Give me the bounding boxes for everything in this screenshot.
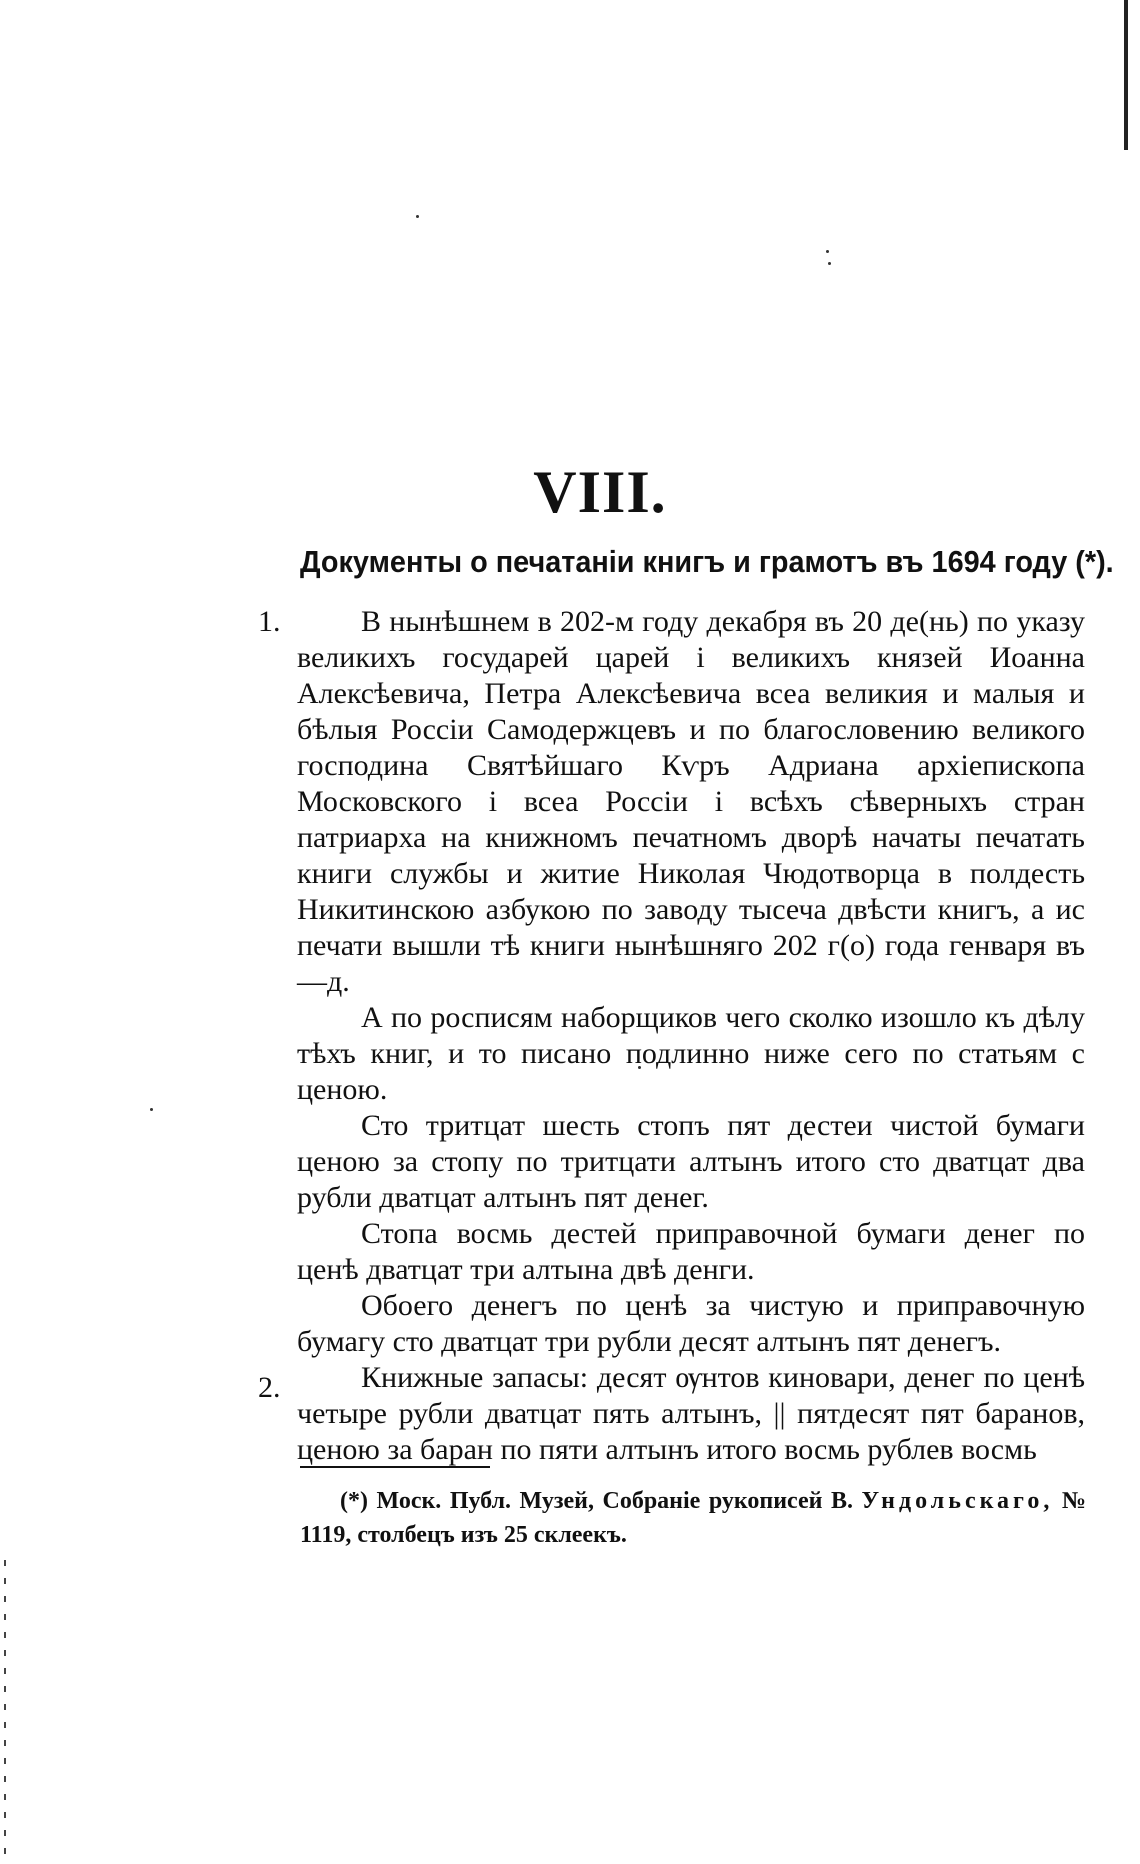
margin-number-2: 2. xyxy=(258,1371,281,1404)
scan-speck xyxy=(416,215,419,218)
footnote-rule xyxy=(300,1466,490,1468)
scan-speck xyxy=(828,262,831,265)
paragraph: Книжные запасы: десят ѹнтов киновари, денег по ценѣ четыре рубли дватцат пять алтынъ, || пятдесят пят баранов, ценою за баран по пяти алтынъ итого восмь рублев восмь xyxy=(297,1361,1085,1466)
paragraph: В нынѣшнем в 202-м году декабря въ 20 де(нь) по указу великихъ государей царей і великихъ князей Иоанна Алексѣевича, Петра Алексѣевича всеа великия и малыя и бѣлыя Россіи Самодержцевъ и по благословению великого господина Святѣйшаго Кѵръ Адриана архіепископа Московского і всеа Россіи і всѣхъ сѣверныхъ стран патриарха на книжномъ печатномъ дворѣ начаты печатать книги службы и житие Николая Чюдотворца в полдесть Никитинскою азбукою по заводу тысеча двѣсти книгъ, а ис печати вышли тѣ книги нынѣшняго 202 г(о) года генваря въ—д. xyxy=(297,605,1085,998)
paragraph: Сто тритцат шесть стопъ пят дестеи чистой бумаги ценою за стопу по тритцати алтынъ итого сто дватцат два рубли дватцат алтынъ пят денег. xyxy=(297,1109,1085,1214)
footnote-reference: № 1119, столбецъ изъ 25 склеекъ. xyxy=(300,1488,1086,1548)
scan-edge-left xyxy=(4,1560,6,1860)
paragraph: Обоего денегъ по ценѣ за чистую и приправочную бумагу сто дватцат три рубли десят алтынъ пят денегъ. xyxy=(297,1289,1085,1358)
chapter-numeral: VIII. xyxy=(533,459,667,525)
body-text xyxy=(297,604,1085,1468)
document-title: Документы о печатаніи книгъ и грамотъ въ 1694 году (*). xyxy=(300,544,1114,579)
paragraph: А по росписям наборщиков чего сколко изошло къ дѣлу тѣхъ книг, и то писано подлинно ниже сего по статьям с ценою. xyxy=(297,1001,1085,1106)
margin-number-1: 1. xyxy=(258,605,281,638)
scan-speck xyxy=(150,1108,153,1111)
footnote-source: (*) Моск. Публ. Музей, Собраніе рукописей В. xyxy=(340,1488,862,1514)
scan-edge-right xyxy=(1124,0,1128,150)
scan-speck xyxy=(826,250,829,253)
paragraph: Стопа восмь дестей приправочной бумаги денег по ценѣ дватцат три алтына двѣ денги. xyxy=(297,1217,1085,1286)
footnote xyxy=(300,1484,1086,1552)
footnote-author: Ундольскаго, xyxy=(861,1488,1054,1514)
